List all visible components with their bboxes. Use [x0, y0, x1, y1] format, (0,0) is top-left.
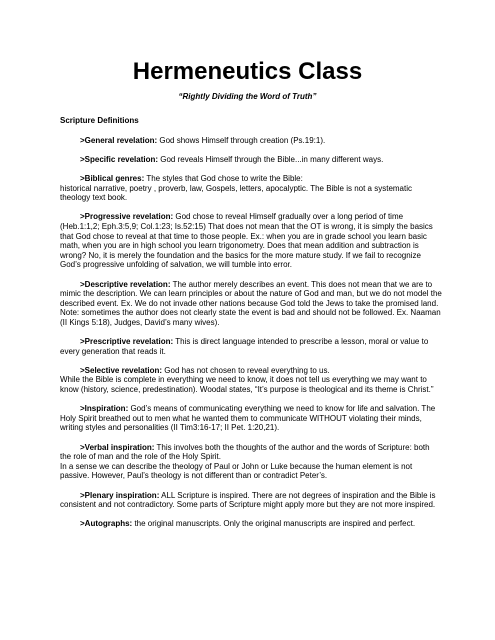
definition-text: The author merely describes an event. This does not mean that we are to mimic the description. We can learn principles or about the nature of God and man, but we do not model the described event. Ex. We do not invade other nations because God told the Jews to take the promised land. Note: sometimes the author does not clearly state the event is bad and should not be followed. Ex. Naaman (II Kings 5:18), Judges, David’s many wives). [60, 279, 442, 327]
definition-term: >Inspiration: [80, 404, 129, 414]
definition-term: >Progressive revelation: [80, 212, 174, 222]
definition-term: >General revelation: [80, 135, 158, 145]
definition-text: The styles that God chose to write the Bible: [144, 173, 303, 183]
definition-text: This involves both the thoughts of the author and the words of Scripture: both the role of man and the role of the Holy Spirit. [60, 442, 430, 462]
definition-general-revelation [60, 136, 442, 146]
definition-text: God chose to reveal Himself gradually over a long period of time (Heb.1:1,2; Eph.3:5,9; Col.1:23; Is.52:15) That does not mean that the OT is wrong, it is simply the basics that God chose to reveal at that time to those people. Ex.: when you are in grade school you learn basic math, when you are in high school you learn trigonometry. Does that mean addition and subtraction is wrong? No, it is merely the foundation and the basics for the more mature study. If we fail to recognize God’s progressive unfolding of salvation, we will tumble into error. [60, 212, 433, 270]
definition-text: God has not chosen to reveal everything to us. [162, 365, 330, 375]
section-heading: Scripture Definitions [60, 116, 139, 125]
definition-term: >Biblical genres: [80, 173, 145, 183]
definition-continuation: historical narrative, poetry , proverb, law, Gospels, letters, apocalyptic. The Bible is not a systematic theology text book. [60, 183, 413, 203]
definition-verbal-inspiration [60, 443, 442, 481]
definition-specific-revelation [60, 155, 442, 165]
definition-text: This is direct language intended to prescribe a lesson, moral or value to every generation that reads it. [60, 337, 429, 356]
definition-text: the original manuscripts. Only the original manuscripts are inspired and perfect. [132, 519, 416, 529]
definition-autographs [60, 519, 442, 529]
definition-continuation: While the Bible is complete in everything we need to know, it does not tell us everything we may want to know (history, science, predestination). Woodal states, “It’s purpose is theological and its theme is Christ.” [60, 375, 434, 395]
definition-term: >Autographs: [80, 519, 133, 529]
definition-term: >Plenary inspiration: [80, 490, 160, 500]
page-title: Hermeneutics Class [132, 58, 363, 85]
definition-biblical-genres [60, 174, 442, 203]
definition-term: >Descriptive revelation: [80, 279, 171, 289]
definition-term: >Verbal inspiration: [80, 442, 155, 452]
definition-prescriptive-revelation [60, 337, 442, 356]
definition-text: God reveals Himself through the Bible...in many different ways. [158, 154, 384, 164]
definition-term: >Specific revelation: [80, 154, 159, 164]
definition-text: God’s means of communicating everything we need to know for life and salvation. The Holy Spirit breathed out to men what he wanted them to communicate WITHOUT violating their minds, writing styles and personalities (II Tim3:16-17; II Pet. 1:20,21). [60, 404, 436, 433]
definition-continuation: In a sense we can describe the theology of Paul or John or Luke because the human element is not passive. However, Paul’s theology is not different than or contradict Peter’s. [60, 461, 413, 481]
definition-selective-revelation [60, 366, 442, 395]
page-subtitle: “Rightly Dividing the Word of Truth” [178, 92, 317, 101]
definition-inspiration [60, 404, 442, 433]
definition-text: God shows Himself through creation (Ps.19:1). [157, 135, 326, 145]
definition-plenary-inspiration [60, 491, 442, 510]
definition-progressive-revelation [60, 212, 442, 270]
definition-text: ALL Scripture is inspired. There are not degrees of inspiration and the Bible is consistent and not contradictory. Some parts of Scripture might apply more but they are not more inspired. [60, 490, 436, 510]
definition-descriptive-revelation [60, 280, 442, 328]
document-body [60, 116, 442, 539]
definition-term: >Prescriptive revelation: [80, 337, 174, 347]
definition-term: >Selective revelation: [80, 365, 163, 375]
